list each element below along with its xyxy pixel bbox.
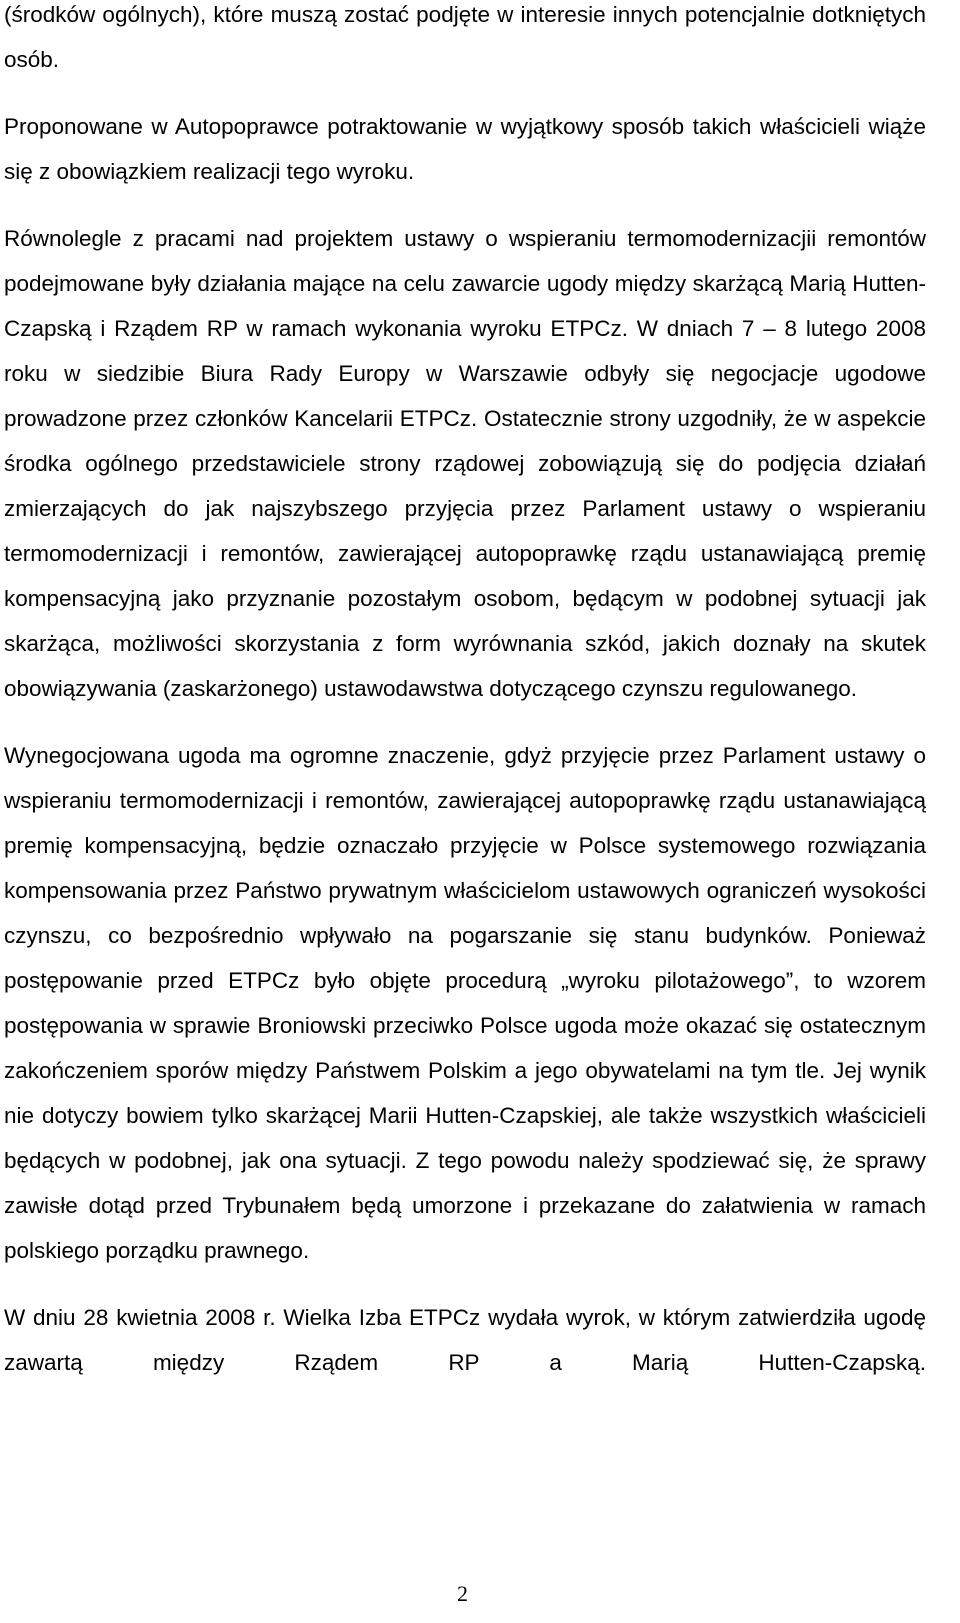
page-number: 2 <box>457 1581 468 1606</box>
paragraph-continuation: (środków ogólnych), które muszą zostać podjęte w interesie innych potencjalnie dotkniętych osób. <box>4 2 926 72</box>
paragraph-autopoprawka: Proponowane w Autopoprawce potraktowanie w wyjątkowy sposób takich właścicieli wiąże się z obowiązkiem realizacji tego wyroku. <box>4 114 926 184</box>
paragraph-wyrok: W dniu 28 kwietnia 2008 r. Wielka Izba ETPCz wydała wyrok, w którym zatwierdziła ugodę zawartą między Rządem RP a Marią Hutten-Czapską. <box>4 1305 926 1375</box>
paragraph-negocjacje: Równolegle z pracami nad projektem ustawy o wspieraniu termomodernizacjii remontów podejmowane były działania mające na celu zawarcie ugody między skarżącą Marią Hutten-Czapską i Rządem RP w ramach wykonania wyroku ETPCz. W dniach 7 – 8 lutego 2008 roku w siedzibie Biura Rady Europy w Warszawie odbyły się negocjacje ugodowe prowadzone przez członków Kancelarii ETPCz. Ostatecznie strony uzgodniły, że w aspekcie środka ogólnego przedstawiciele strony rządowej zobowiązują się do podjęcia działań zmierzających do jak najszybszego przyjęcia przez Parlament ustawy o wspieraniu termomodernizacji i remontów, zawierającej autopoprawkę rządu ustanawiającą premię kompensacyjną jako przyznanie pozostałym osobom, będącym w podobnej sytuacji jak skarżąca, możliwości skorzystania z form wyrównania szkód, jakich doznały na skutek obowiązywania (zaskarżonego) ustawodawstwa dotyczącego czynszu regulowanego. <box>4 226 926 701</box>
document-page <box>4 0 926 1407</box>
paragraph-znaczenie-ugody: Wynegocjowana ugoda ma ogromne znaczenie, gdyż przyjęcie przez Parlament ustawy o wspieraniu termomodernizacji i remontów, zawierającej autopoprawkę rządu ustanawiającą premię kompensacyjną, będzie oznaczało przyjęcie w Polsce systemowego rozwiązania kompensowania przez Państwo prywatnym właścicielom ustawowych ograniczeń wysokości czynszu, co bezpośrednio wpływało na pogarszanie się stanu budynków. Ponieważ postępowanie przed ETPCz było objęte procedurą „wyroku pilotażowego”, to wzorem postępowania w sprawie Broniowski przeciwko Polsce ugoda może okazać się ostatecznym zakończeniem sporów między Państwem Polskim a jego obywatelami na tym tle. Jej wynik nie dotyczy bowiem tylko skarżącej Marii Hutten-Czapskiej, ale także wszystkich właścicieli będących w podobnej, jak ona sytuacji. Z tego powodu należy spodziewać się, że sprawy zawisłe dotąd przed Trybunałem będą umorzone i przekazane do załatwienia w ramach polskiego porządku prawnego. <box>4 743 926 1263</box>
